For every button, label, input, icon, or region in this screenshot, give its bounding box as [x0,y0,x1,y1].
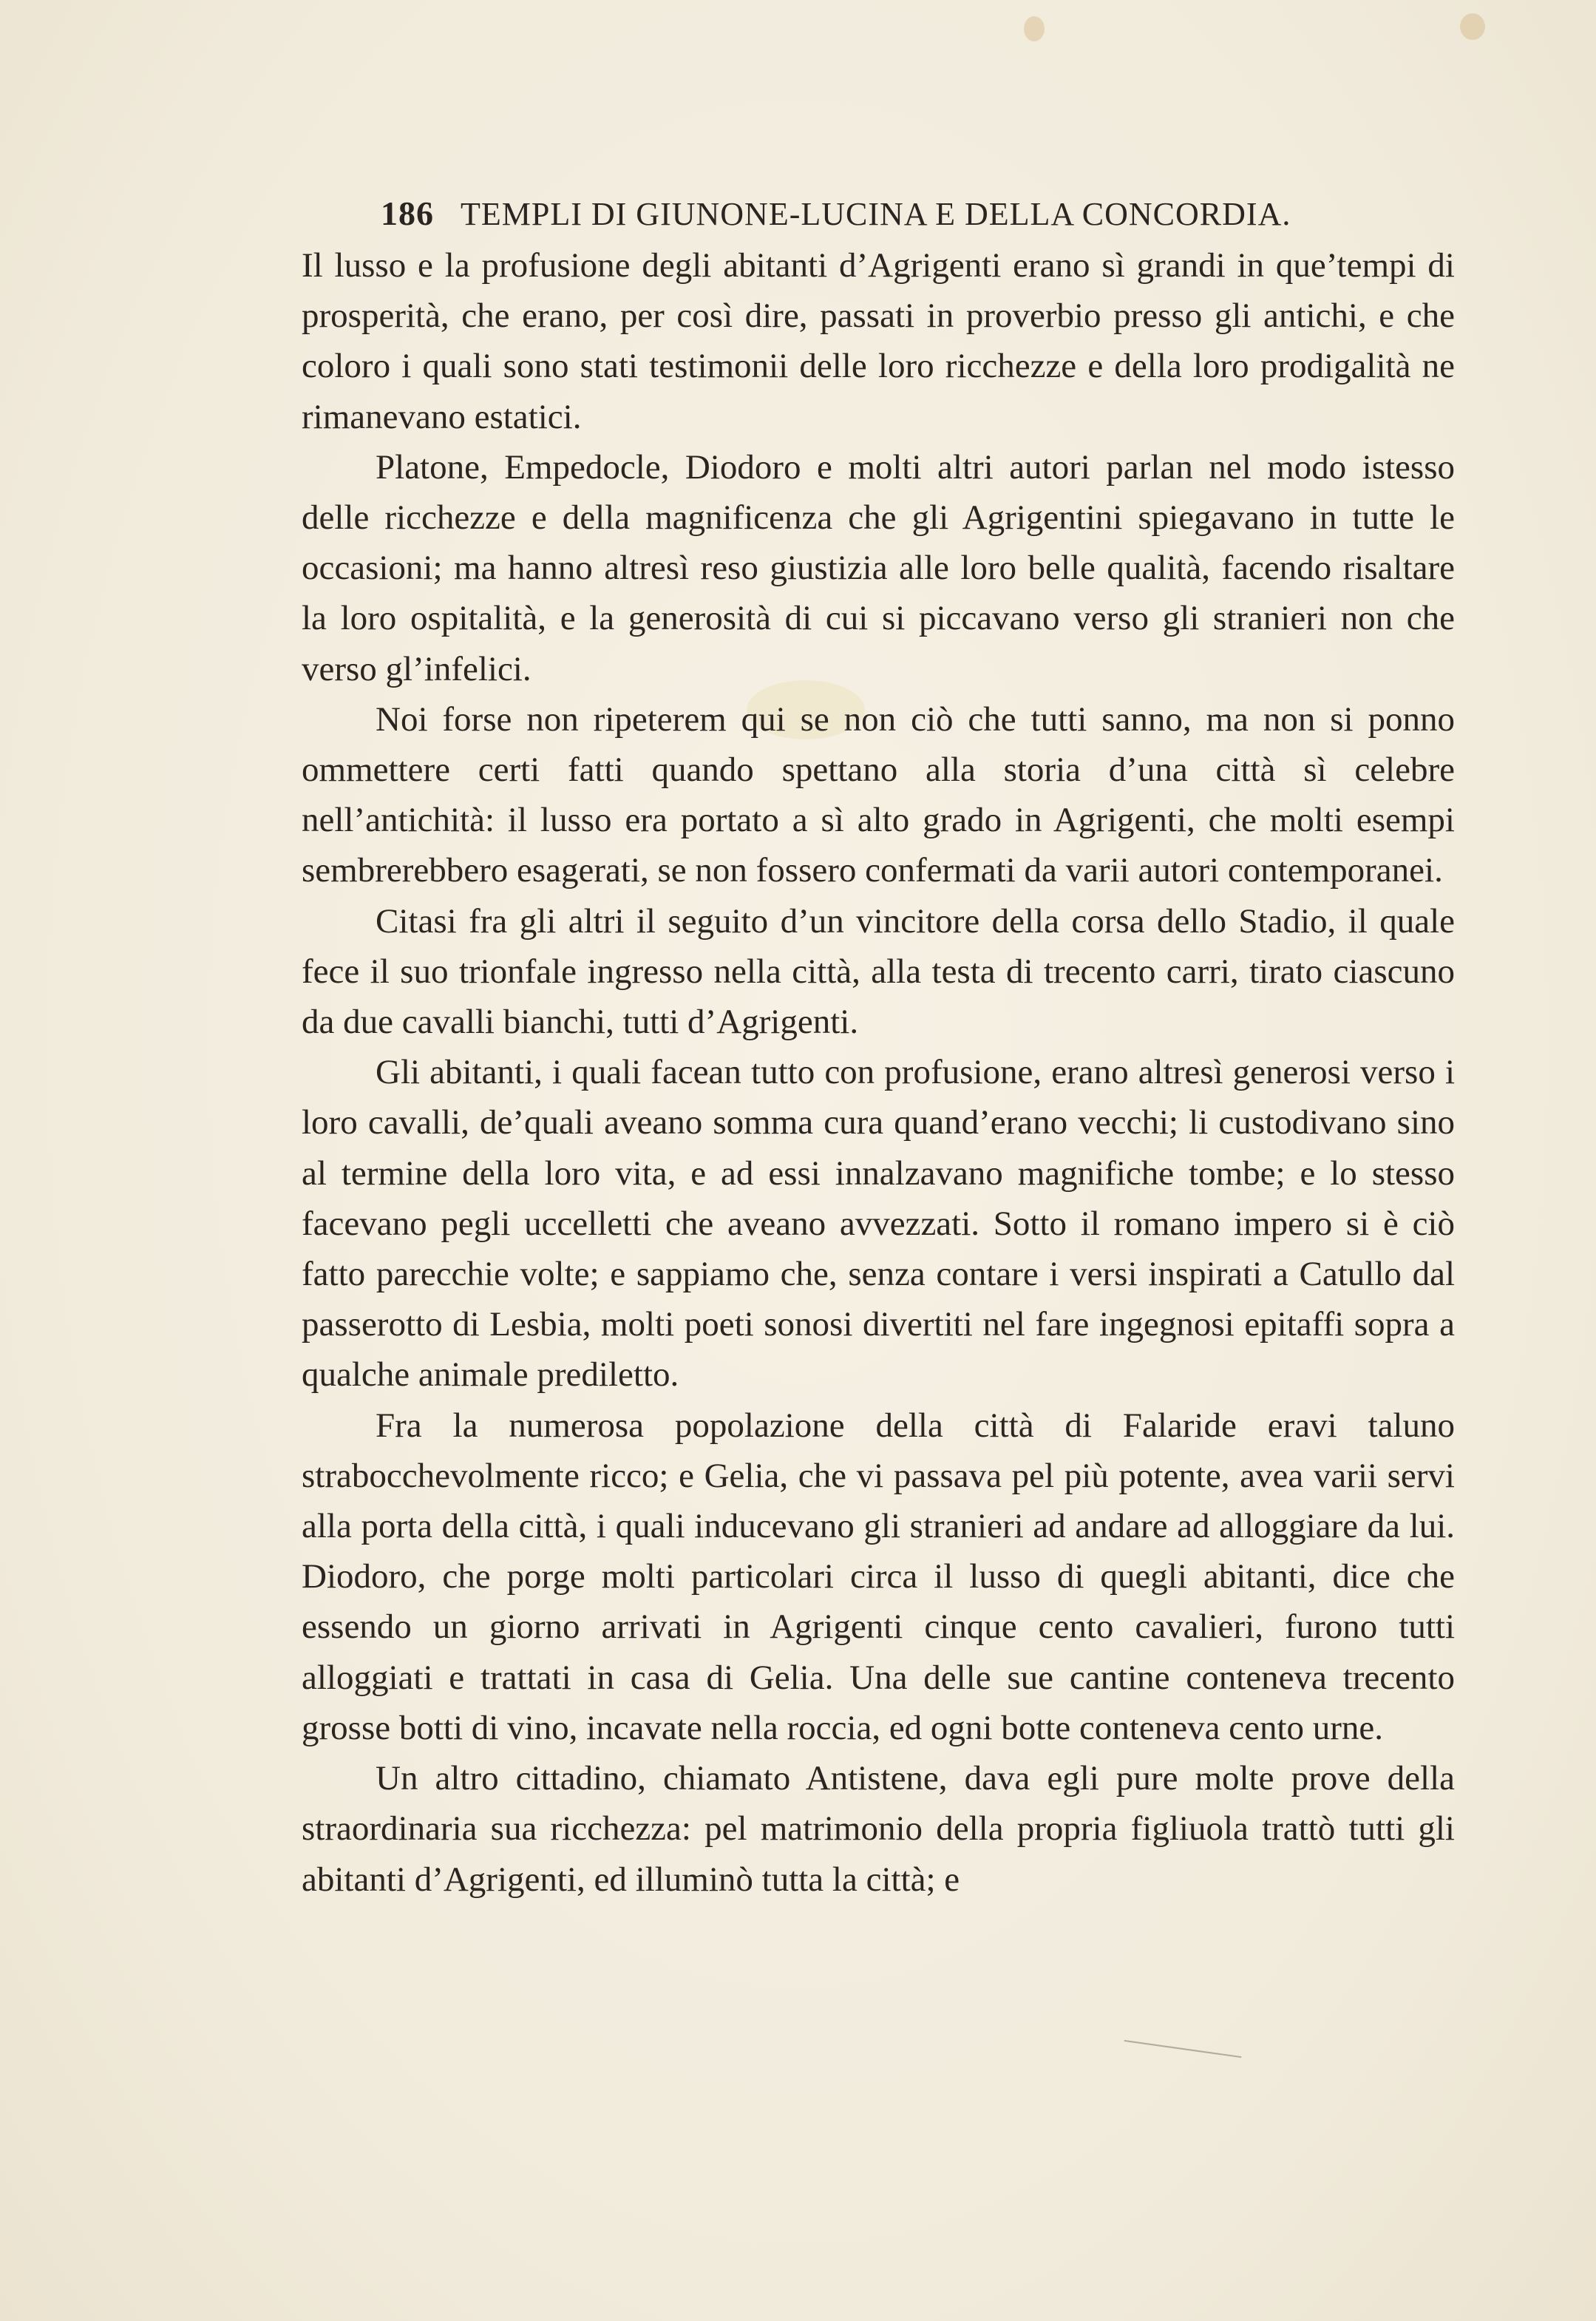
paragraph: Gli abitanti, i quali facean tutto con profusione, erano altresì generosi verso i loro cavalli, de’quali aveano somma cura quand’erano vecchi; li custodivano sino al termine della loro vita, e ad essi innalzavano magnifiche tombe; e lo stesso facevano pegli uccelletti che aveano avvezzati. Sotto il romano impero si è ciò fatto parecchie volte; e sappiamo che, senza contare i versi inspirati a Catullo dal passerotto di Lesbia, molti poeti sonosi divertiti nel fare ingegnosi epitaffi sopra a qualche animale prediletto. [302,1053,1455,1395]
stain-mark [1460,13,1485,40]
body-text [302,240,1455,1905]
page-header [381,194,1356,238]
paragraph: Citasi fra gli altri il seguito d’un vincitore della corsa dello Stadio, il quale fece il suo trionfale ingresso nella città, alla testa di trecento carri, tirato ciascuno da due cavalli bianchi, tutti d’Agrigenti. [302,901,1455,1042]
running-title: TEMPLI DI GIUNONE-LUCINA E DELLA CONCORDIA. [461,196,1291,232]
paragraph: Un altro cittadino, chiamato Antistene, dava egli pure molte prove della straordinaria sua ricchezza: pel matrimonio della propria figliuola trattò tutti gli abitanti d’Agrigenti, ed illuminò tutta la città; e [302,1759,1455,1899]
stain-mark [1024,16,1045,41]
paragraph: Il lusso e la profusione degli abitanti d’Agrigenti erano sì grandi in que’tempi di prosperità, che erano, per così dire, passati in proverbio presso gli antichi, e che coloro i quali sono stati testimonii delle loro ricchezze e della loro prodigalità ne rimanevano estatici. [302,246,1455,436]
paragraph: Fra la numerosa popolazione della città di Falaride eravi taluno strabocchevolmente ricco; e Gelia, che vi passava pel più potente, avea varii servi alla porta della città, i quali inducevano gli stranieri ad andare ad alloggiare da lui. Diodoro, che porge molti particolari circa il lusso di quegli abitanti, dice che essendo un giorno arrivati in Agrigenti cinque cento cavalieri, furono tutti alloggiati e trattati in casa di Gelia. Una delle sue cantine conteneva trecento grosse botti di vino, incavate nella roccia, ed ogni botte conteneva cento urne. [302,1406,1455,1747]
paragraph: Noi forse non ripeterem qui se non ciò che tutti sanno, ma non si ponno ommettere certi fatti quando spettano alla storia d’una città sì celebre nell’antichità: il lusso era portato a sì alto grado in Agrigenti, che molti esempi sembrerebbero esagerati, se non fossero confermati da varii autori contemporanei. [302,699,1455,890]
page-number: 186 [381,194,434,232]
paragraph: Platone, Empedocle, Diodoro e molti altri autori parlan nel modo istesso delle ricchezze e della magnificenza che gli Agrigentini spiegavano in tutte le occasioni; ma hanno altresì reso giustizia alle loro belle qualità, facendo risaltare la loro ospitalità, e la generosità di cui si piccavano verso gli stranieri non che verso gl’infelici. [302,447,1455,688]
